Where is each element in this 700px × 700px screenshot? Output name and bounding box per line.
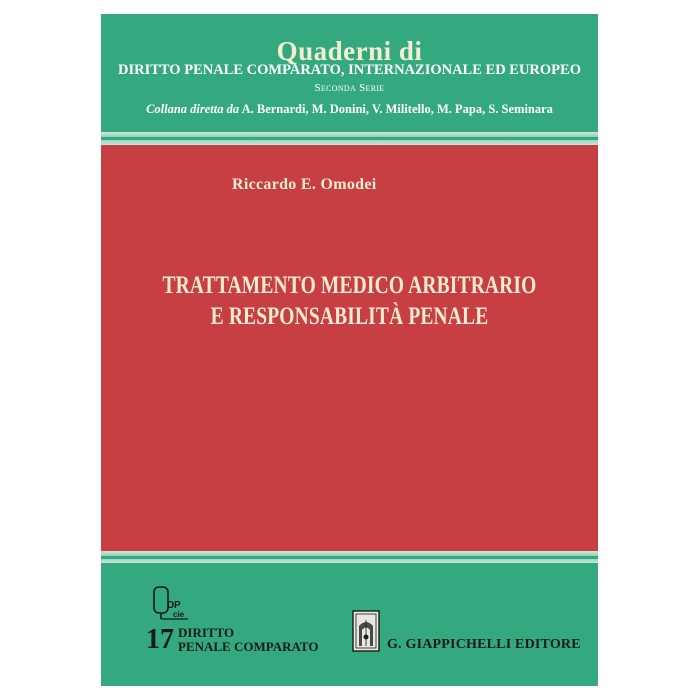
series-subtitle: DIRITTO PENALE COMPARATO, INTERNAZIONALE ED EUROPEO bbox=[118, 62, 581, 78]
book-cover bbox=[101, 14, 598, 686]
qdpcie-logo-icon bbox=[153, 586, 189, 620]
divider-stripe bbox=[101, 551, 598, 556]
book-title bbox=[101, 270, 598, 332]
author-name: Riccardo E. Omodei bbox=[232, 176, 377, 193]
book-title-line-1: TRATTAMENTO MEDICO ARBITRARIO bbox=[162, 272, 537, 299]
giappichelli-emblem-icon bbox=[352, 610, 380, 652]
title-panel bbox=[101, 145, 598, 551]
logo-letter-p: P bbox=[174, 600, 181, 611]
series-edition: Seconda Serie bbox=[314, 82, 385, 94]
editors-prefix: Collana diretta da bbox=[146, 102, 240, 116]
volume-label-line-2: PENALE COMPARATO bbox=[178, 639, 319, 654]
volume-label-line-1: DIRITTO bbox=[178, 625, 235, 640]
series-title: Quaderni di bbox=[276, 36, 423, 66]
logo-letters-cie: cie bbox=[173, 610, 185, 619]
volume-label bbox=[178, 626, 318, 654]
series-editors bbox=[101, 102, 598, 117]
logo-letter-d: D bbox=[167, 600, 175, 611]
divider-stripe bbox=[101, 559, 598, 563]
editors-names: A. Bernardi, M. Donini, V. Militello, M. Papa, S. Seminara bbox=[241, 102, 553, 116]
book-title-line-2: E RESPONSABILITÀ PENALE bbox=[210, 303, 489, 330]
divider-stripe bbox=[101, 132, 598, 137]
volume-number: 17 bbox=[146, 624, 174, 655]
publisher-name: G. GIAPPICHELLI EDITORE bbox=[387, 637, 581, 652]
